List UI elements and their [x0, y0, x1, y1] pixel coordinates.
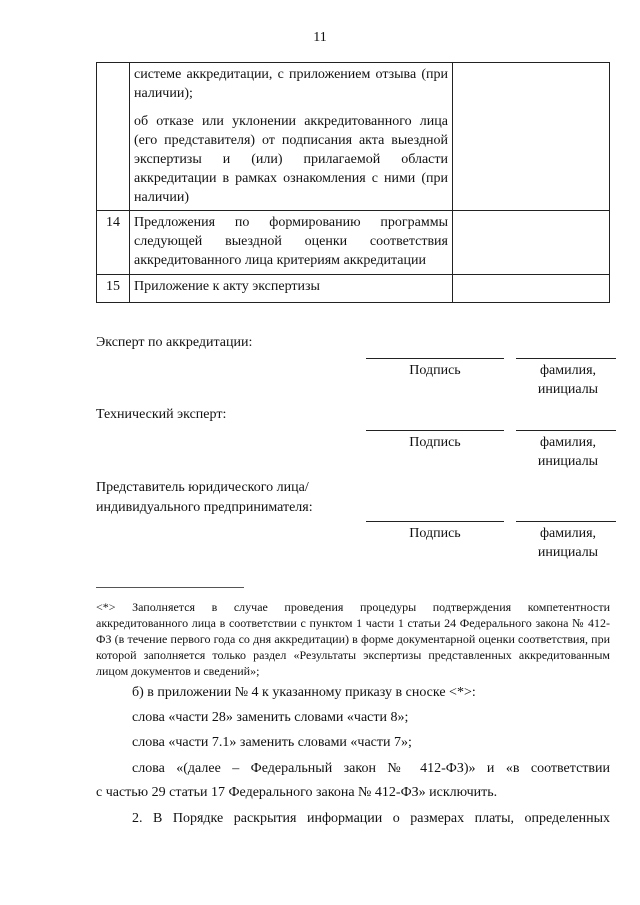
row-empty-cell: [453, 63, 610, 211]
row-text-cell: [130, 63, 453, 211]
name-line: [516, 358, 616, 359]
signature-caption: Подпись: [409, 526, 461, 541]
signature-line: [366, 358, 504, 359]
signature-label-expert: Эксперт по аккредитации:: [96, 335, 253, 350]
table-row: [97, 63, 610, 211]
body-paragraph: слова «(далее – Федеральный закон № 412-ФЗ)» и «в соответствии: [132, 761, 610, 776]
body-paragraph: с частью 29 статьи 17 Федерального закона № 412-ФЗ» исключить.: [96, 785, 498, 800]
body-paragraph: 2. В Порядке раскрытия информации о размерах платы, определенных: [132, 811, 610, 826]
signature-label-representative: Представитель юридического лица/индивидуального предпринимателя:: [96, 480, 313, 515]
row-empty-cell: [453, 275, 610, 303]
signature-caption: Подпись: [409, 363, 461, 378]
footnote-text: <*> Заполняется в случае проведения процедуры подтверждения компетентности аккредитованного лица в соответствии с пунктом 1 части 1 статьи 24 Федерального закона № 412-ФЗ (в течение первого года со дня аккредитации) в форме документарной оценки соответствия, при которой заполняется только раздел «Результаты экспертизы представленных аккредитованным лицом документов и сведений»;: [96, 600, 610, 678]
body-paragraph: б) в приложении № 4 к указанному приказу в сноске <*>:: [132, 685, 476, 700]
row-number-cell: 15: [97, 275, 130, 303]
footnote-divider: [96, 587, 244, 588]
name-caption: фамилия, инициалы: [537, 526, 599, 560]
row-number-cell: 14: [97, 211, 130, 275]
row-paragraph: об отказе или уклонении аккредитованного лица (его представителя) от подписания акта выездной экспертизы и (или) прилагаемой области аккредитации в рамках ознакомления с ними (при наличии): [134, 114, 448, 205]
table-row: [97, 211, 610, 275]
row-paragraph: Приложение к акту экспертизы: [134, 279, 320, 294]
table-row: [97, 275, 610, 303]
row-number-cell: [97, 63, 130, 211]
row-text-cell: [130, 211, 453, 275]
row-paragraph: Предложения по формированию программы следующей выездной оценки соответствия аккредитованного лица критериям аккредитации: [134, 215, 448, 268]
act-table: [96, 62, 610, 303]
signature-label-technical-expert: Технический эксперт:: [96, 407, 227, 422]
signature-line: [366, 430, 504, 431]
body-paragraph: слова «части 28» заменить словами «части 8»;: [132, 710, 409, 725]
signature-caption: Подпись: [409, 435, 461, 450]
row-text-cell: [130, 275, 453, 303]
name-caption: фамилия, инициалы: [537, 363, 599, 397]
signature-line: [366, 521, 504, 522]
row-empty-cell: [453, 211, 610, 275]
row-paragraph: системе аккредитации, с приложением отзыва (при наличии);: [134, 67, 448, 101]
page-number: 11: [313, 30, 327, 45]
name-line: [516, 521, 616, 522]
name-caption: фамилия, инициалы: [537, 435, 599, 469]
name-line: [516, 430, 616, 431]
body-paragraph: слова «части 7.1» заменить словами «части 7»;: [132, 735, 412, 750]
